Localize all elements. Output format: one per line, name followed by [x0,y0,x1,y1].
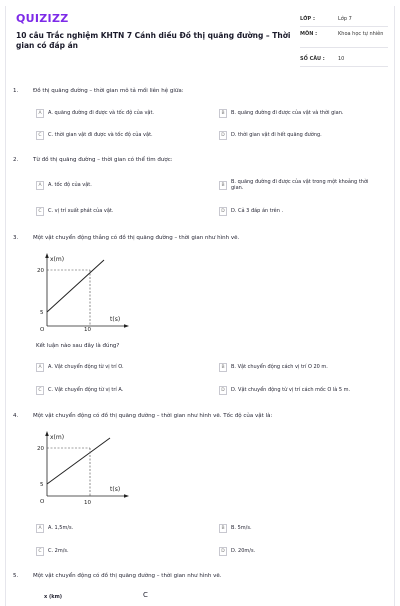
option-text: C. 2m/s. [48,548,69,554]
y-axis-arrow-icon [45,431,49,436]
option-letter-box: A [36,109,44,118]
distance-time-graph [30,428,130,510]
question-text: Một vật chuyển động có đồ thị quãng đường – thời gian như hình vẽ. [33,573,222,579]
subject-label: MÔN : [300,31,318,37]
option-text: B. quãng đường đi được của vật trong một khoảng thời gian. [231,179,369,191]
option-letter-box: B [219,524,227,533]
count-label: SỐ CÂU : [300,56,325,62]
question-text: Đồ thị quãng đường – thời gian mô tả mối liên hệ giữa: [33,88,184,94]
option-letter-box: B [219,363,227,372]
motion-line [47,438,110,484]
option-text: D. thời gian vật đi hết quãng đường. [231,132,322,138]
grade-label: LỚP : [300,16,315,22]
option-text: A. tốc độ của vật. [48,182,92,188]
y-axis-label: x(m) [50,434,65,441]
x-axis-arrow-icon [124,324,129,328]
y-axis-label: x(m) [50,256,65,263]
option-letter-box: D [219,386,227,395]
x-axis-label: t(s) [110,316,121,323]
option-text: C. Vật chuyển động từ vị trí A. [48,387,124,393]
option-letter-box: C [36,547,44,556]
option-letter-box: D [219,547,227,556]
question-number: 2. [13,157,19,163]
option-letter-box: D [219,207,227,216]
x-tick-label: 10 [84,327,91,332]
y-axis-arrow-icon [45,253,49,258]
x-tick-label: 10 [84,500,91,506]
option-letter-box: C [36,207,44,216]
option-letter-box: A [36,363,44,372]
origin-label: O [40,499,45,505]
option-letter-box: B [219,109,227,118]
option-letter-box: A [36,181,44,190]
option-text: B. Vật chuyển động cách vị trí O 20 m. [231,364,328,370]
x-axis-label: t(s) [110,486,121,493]
option-text: C. thời gian vật đi được và tốc độ của vật. [48,132,153,138]
option-text: B. quãng đường đi được của vật và thời gian. [231,110,344,116]
option-text: A. 1,5m/s. [48,525,74,531]
origin-label: O [40,327,45,332]
question-text: Một vật chuyển động có đồ thị quãng đường – thời gian như hình vẽ. Tốc độ của vật là: [33,413,273,419]
option-letter-box: C [36,386,44,395]
graph-y-axis-label: x (km) [44,594,63,600]
count-value: 10 [338,56,345,62]
divider [300,66,388,67]
question-prompt: Kết luận nào sau đây là đúng? [36,343,120,349]
option-text: C. vị trí xuất phát của vật. [48,208,114,214]
y-tick-label: 5 [40,310,44,316]
option-text: D. Vật chuyển động từ vị trí cách mốc O là 5 m. [231,387,351,393]
option-text: D. 20m/s. [231,548,256,554]
question-number: 1. [13,88,19,94]
question-text: Từ đồ thị quãng đường – thời gian có thể tìm được: [33,157,173,163]
quizizz-logo: QUIZIZZ [16,12,69,25]
distance-time-graph [30,250,130,332]
question-number: 4. [13,413,19,419]
y-tick-label: 20 [37,446,44,452]
worksheet-title: 10 câu Trắc nghiệm KHTN 7 Cánh diều Đồ thị quãng đường – Thời gian có đáp án [16,31,291,50]
motion-line [47,260,104,312]
divider [300,47,388,48]
option-letter-box: C [36,131,44,140]
question-number: 5. [13,573,19,579]
option-letter-box: A [36,524,44,533]
graph-point-label: C [143,591,148,599]
divider [300,26,388,27]
option-letter-box: D [219,131,227,140]
option-text: A. Vật chuyển động từ vị trí O. [48,364,124,370]
subject-value: Khoa học tự nhiên [338,31,384,37]
option-text: D. Cả 3 đáp án trên . [231,208,284,214]
question-number: 3. [13,235,19,241]
option-text: B. 5m/s. [231,525,252,531]
y-tick-label: 20 [37,268,44,274]
question-text: Một vật chuyển động thẳng có đồ thị quãng đường – thời gian như hình vẽ. [33,235,240,241]
option-text: A. quãng đường đi được và tốc độ của vật. [48,110,155,116]
x-axis-arrow-icon [124,494,129,498]
y-tick-label: 5 [40,482,44,488]
option-letter-box: B [219,181,227,190]
grade-value: Lớp 7 [338,16,352,22]
